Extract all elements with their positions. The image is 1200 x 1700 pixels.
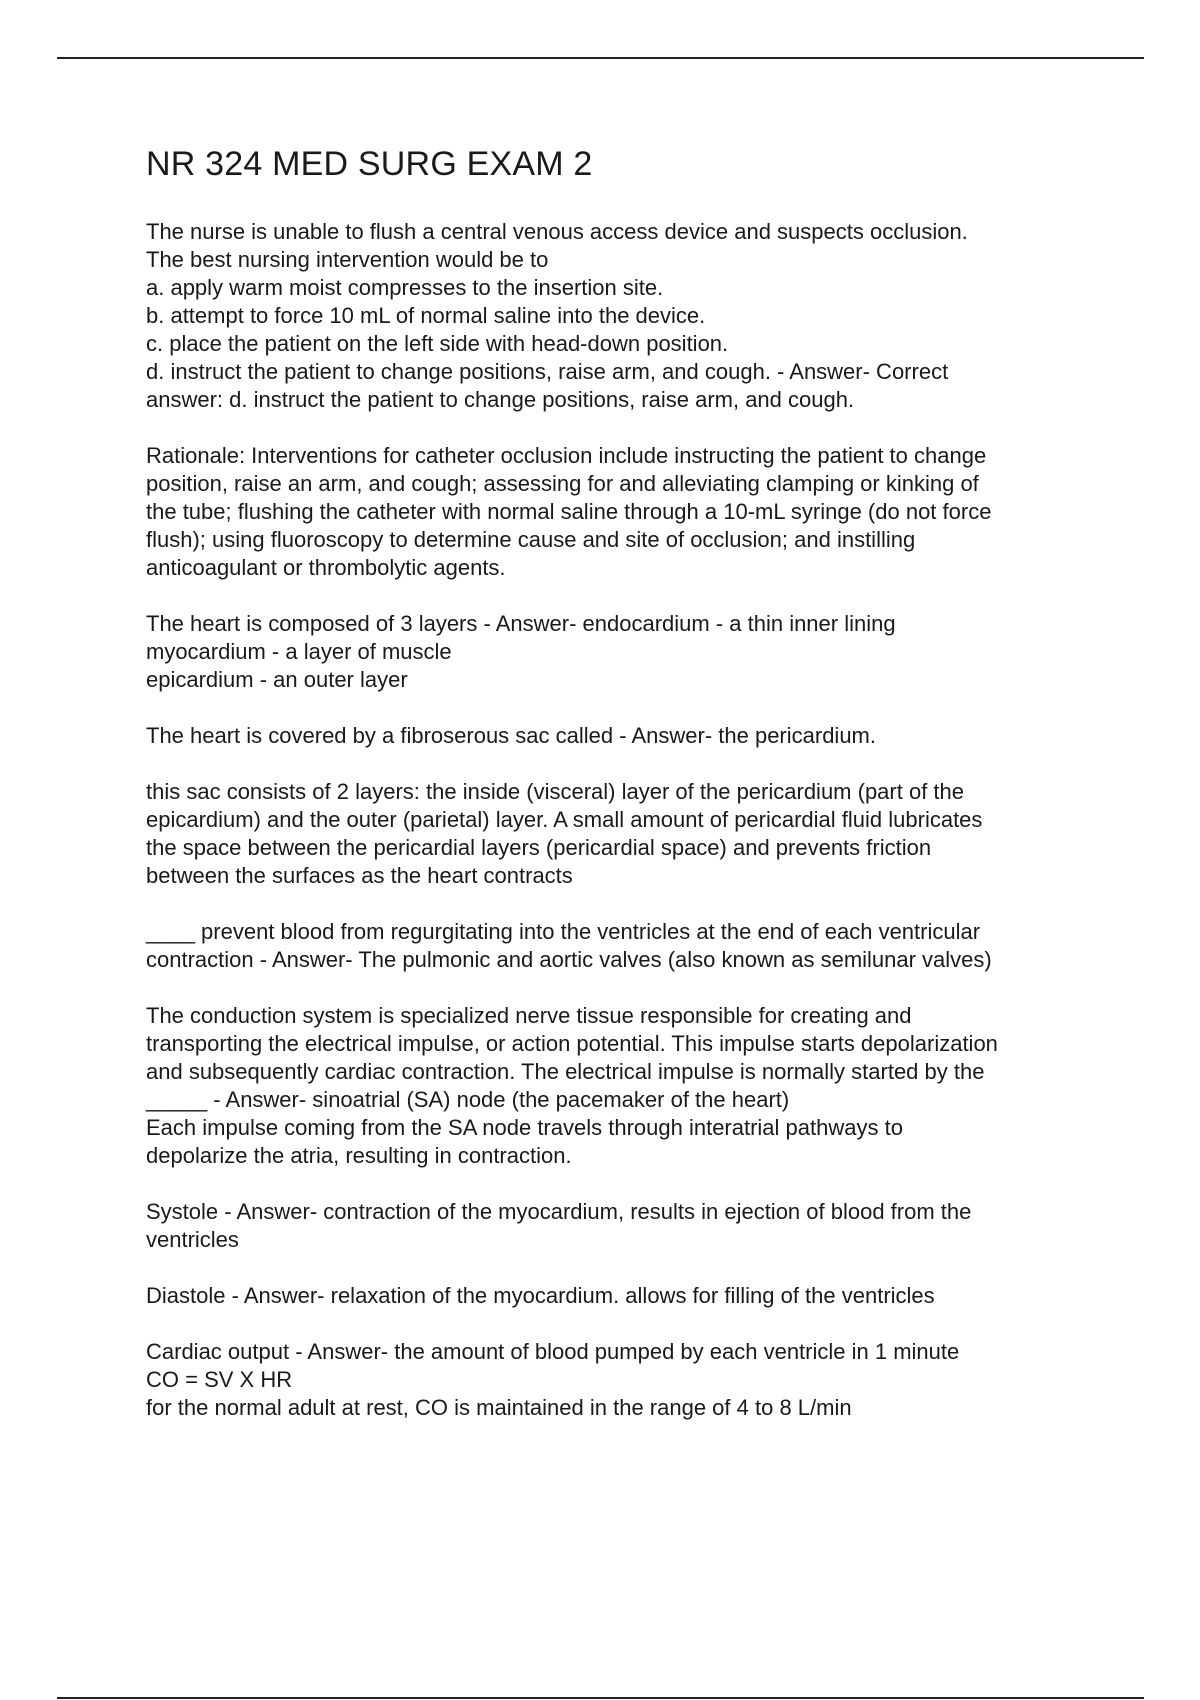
text-line: ____ prevent blood from regurgitating into the ventricles at the end of each ventricular	[146, 919, 981, 944]
text-line: flush); using fluoroscopy to determine cause and site of occlusion; and instilling	[146, 527, 916, 552]
qa-block	[146, 722, 1136, 750]
qa-block	[146, 918, 1136, 974]
text-line: CO = SV X HR	[146, 1367, 293, 1392]
qa-block	[146, 778, 1136, 890]
qa-block	[146, 610, 1136, 694]
text-line: and subsequently cardiac contraction. The electrical impulse is normally started by the	[146, 1059, 985, 1084]
qa-block	[146, 1002, 1136, 1170]
text-line: for the normal adult at rest, CO is maintained in the range of 4 to 8 L/min	[146, 1395, 852, 1420]
qa-block	[146, 1198, 1136, 1254]
text-line: ventricles	[146, 1227, 239, 1252]
text-line: the tube; flushing the catheter with normal saline through a 10-mL syringe (do not force	[146, 499, 992, 524]
text-line: Systole - Answer- contraction of the myocardium, results in ejection of blood from the	[146, 1199, 972, 1224]
text-line: between the surfaces as the heart contracts	[146, 863, 573, 888]
text-line: Diastole - Answer- relaxation of the myocardium. allows for filling of the ventricles	[146, 1283, 935, 1308]
document-title: NR 324 MED SURG EXAM 2	[146, 145, 593, 183]
qa-block	[146, 218, 1136, 414]
text-line: The nurse is unable to flush a central venous access device and suspects occlusion.	[146, 219, 968, 244]
text-line: myocardium - a layer of muscle	[146, 639, 452, 664]
text-line: The heart is composed of 3 layers - Answer- endocardium - a thin inner lining	[146, 611, 896, 636]
text-line: Each impulse coming from the SA node travels through interatrial pathways to	[146, 1115, 903, 1140]
text-line: this sac consists of 2 layers: the inside (visceral) layer of the pericardium (part of the	[146, 779, 965, 804]
text-line: c. place the patient on the left side with head-down position.	[146, 331, 729, 356]
qa-block	[146, 1338, 1136, 1422]
header-divider	[57, 57, 1144, 59]
qa-block	[146, 442, 1136, 582]
text-line: position, raise an arm, and cough; assessing for and alleviating clamping or kinking of	[146, 471, 979, 496]
text-line: d. instruct the patient to change positions, raise arm, and cough. - Answer- Correct	[146, 359, 949, 384]
text-line: _____ - Answer- sinoatrial (SA) node (the pacemaker of the heart)	[146, 1087, 790, 1112]
text-line: The conduction system is specialized nerve tissue responsible for creating and	[146, 1003, 912, 1028]
text-line: contraction - Answer- The pulmonic and aortic valves (also known as semilunar valves)	[146, 947, 992, 972]
text-line: epicardium) and the outer (parietal) layer. A small amount of pericardial fluid lubricates	[146, 807, 983, 832]
text-line: answer: d. instruct the patient to change positions, raise arm, and cough.	[146, 387, 855, 412]
text-line: b. attempt to force 10 mL of normal saline into the device.	[146, 303, 706, 328]
text-line: the space between the pericardial layers (pericardial space) and prevents friction	[146, 835, 932, 860]
text-line: The best nursing intervention would be to	[146, 247, 549, 272]
text-line: Cardiac output - Answer- the amount of blood pumped by each ventricle in 1 minute	[146, 1339, 960, 1364]
document-body	[146, 140, 1136, 1450]
text-line: anticoagulant or thrombolytic agents.	[146, 555, 506, 580]
text-line: Rationale: Interventions for catheter occlusion include instructing the patient to change	[146, 443, 987, 468]
text-line: transporting the electrical impulse, or action potential. This impulse starts depolarization	[146, 1031, 998, 1056]
qa-list	[146, 218, 1136, 1422]
text-line: The heart is covered by a fibroserous sac called - Answer- the pericardium.	[146, 723, 876, 748]
text-line: epicardium - an outer layer	[146, 667, 408, 692]
footer-divider	[57, 1697, 1144, 1699]
text-line: depolarize the atria, resulting in contraction.	[146, 1143, 572, 1168]
text-line: a. apply warm moist compresses to the insertion site.	[146, 275, 664, 300]
qa-block	[146, 1282, 1136, 1310]
